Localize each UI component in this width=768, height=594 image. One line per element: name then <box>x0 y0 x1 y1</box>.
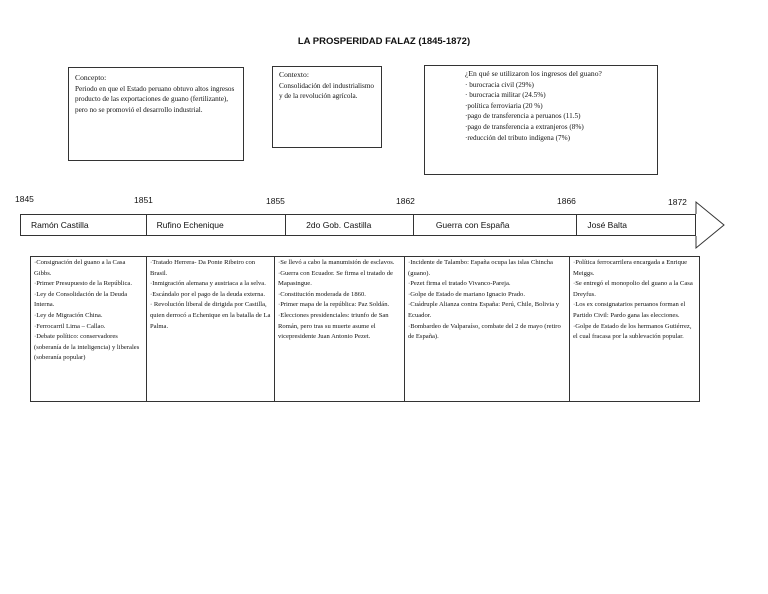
year-label: 1845 <box>15 194 34 204</box>
timeline-arrow-icon <box>694 200 726 250</box>
period-castilla: Ramón Castilla <box>21 215 147 235</box>
event-item: ·Escándalo por el pago de la deuda externa. <box>150 290 265 298</box>
event-item: ·Los ex consignatarios peruanos forman el Partido Civil: Pardo gana las elecciones. <box>573 301 686 319</box>
event-item: ·Golpe de Estado de mariano Ignacio Prado. <box>408 290 526 298</box>
year-label: 1872 <box>668 197 687 207</box>
guano-uses-box <box>424 65 658 175</box>
period-guerra-espana: Guerra con España <box>414 215 578 235</box>
concepto-text: Periodo en que el Estado peruano obtuvo altos ingresos producto de las exportaciones de guano (fertilizante), pero no se promovió el desarrollo industrial. <box>75 84 235 114</box>
period-balta: José Balta <box>587 220 628 230</box>
period-echenique: Rufino Echenique <box>147 215 287 235</box>
guano-uses-list <box>465 80 651 144</box>
event-item: ·Incidente de Talambo: España ocupa las islas Chincha (guano). <box>408 259 553 277</box>
year-label: 1851 <box>134 195 153 205</box>
event-item: ·Golpe de Estado de los hermanos Gutiérrez, el cual fracasa por la sublevación popular. <box>573 322 692 341</box>
event-item: ·Ferrocarril Lima – Callao. <box>34 322 106 330</box>
event-item: ·Política ferrocarrilera encargada a Enrique Meiggs. <box>573 259 688 277</box>
event-item: ·Pezet firma el tratado Vivanco-Pareja. <box>408 280 511 288</box>
event-item: · Revolución liberal de dirigida por Castilla, quien derrocó a Echenique en la batalla de La Palma. <box>150 301 271 330</box>
events-column-castilla <box>31 257 147 401</box>
concepto-heading: Concepto: <box>75 73 107 82</box>
event-item: ·Consignación del guano a la Casa Gibbs. <box>34 259 126 277</box>
timeline <box>20 200 728 250</box>
events-column-guerra-espana <box>405 257 570 401</box>
guano-uses-heading: ¿En qué se utilizaron los ingresos del guano? <box>465 69 602 78</box>
events-column-echenique <box>147 257 275 401</box>
event-item: ·Debate político: conservadores (soberanía de la inteligencia) y liberales (soberanía popular) <box>34 333 140 362</box>
event-item: ·Se entregó el monopolio del guano a la Casa Dreyfus. <box>573 280 693 298</box>
guano-use-item: ·pago de transferencia a extranjeros (8%) <box>465 122 584 131</box>
year-label: 1862 <box>396 196 415 206</box>
event-item: ·Inmigración alemana y austriaca a la selva. <box>150 280 266 288</box>
event-item: ·Tratado Herrera- Da Ponte Ribeiro con Brasil. <box>150 259 256 277</box>
period-castilla-2: 2do Gob. Castilla <box>286 215 414 235</box>
guano-use-item: · burocracia militar (24.5%) <box>465 91 546 100</box>
event-item: ·Bombardeo de Valparaíso, combate del 2 de mayo (retiro de España). <box>408 322 561 341</box>
timeline-bar <box>20 214 696 236</box>
year-label: 1855 <box>266 196 285 206</box>
contexto-box <box>272 66 382 148</box>
event-item: ·Primer Presupuesto de la República. <box>34 280 132 288</box>
guano-use-item: ·política ferroviaria (20 %) <box>465 101 543 110</box>
event-item: ·Elecciones presidenciales: triunfo de San Román, pero tras su muerte asume el vicepresidente Juan Antonio Pezet. <box>278 311 389 341</box>
event-item: ·Ley de Migración China. <box>34 311 103 319</box>
contexto-heading: Contexto: <box>279 70 309 79</box>
events-table <box>30 256 700 402</box>
guano-use-item: ·pago de transferencia a peruanos (11.5) <box>465 112 581 121</box>
event-item: ·Constitución moderada de 1860. <box>278 290 366 298</box>
event-item: ·Se llevó a cabo la manumisión de esclavos. <box>278 259 395 266</box>
year-label: 1866 <box>557 196 576 206</box>
guano-use-item: · burocracia civil (29%) <box>465 80 534 89</box>
page-title: LA PROSPERIDAD FALAZ (1845-1872) <box>297 36 471 47</box>
event-item: ·Primer mapa de la república: Paz Soldán. <box>278 301 390 309</box>
event-item: ·Cuádruple Alianza contra España: Perú, Chile, Bolivia y Ecuador. <box>408 301 560 319</box>
contexto-text: Consolidación del industrialismo y de la revolución agrícola. <box>279 81 375 101</box>
concepto-box <box>68 67 244 161</box>
events-column-castilla-2 <box>275 257 405 401</box>
guano-use-item: ·reducción del tributo indígena (7%) <box>465 133 570 142</box>
event-item: ·Guerra con Ecuador. Se firma el tratado de Mapasingue. <box>278 269 393 288</box>
event-item: ·Ley de Consolidación de la Deuda Interna. <box>34 290 128 309</box>
events-column-balta <box>570 257 699 401</box>
